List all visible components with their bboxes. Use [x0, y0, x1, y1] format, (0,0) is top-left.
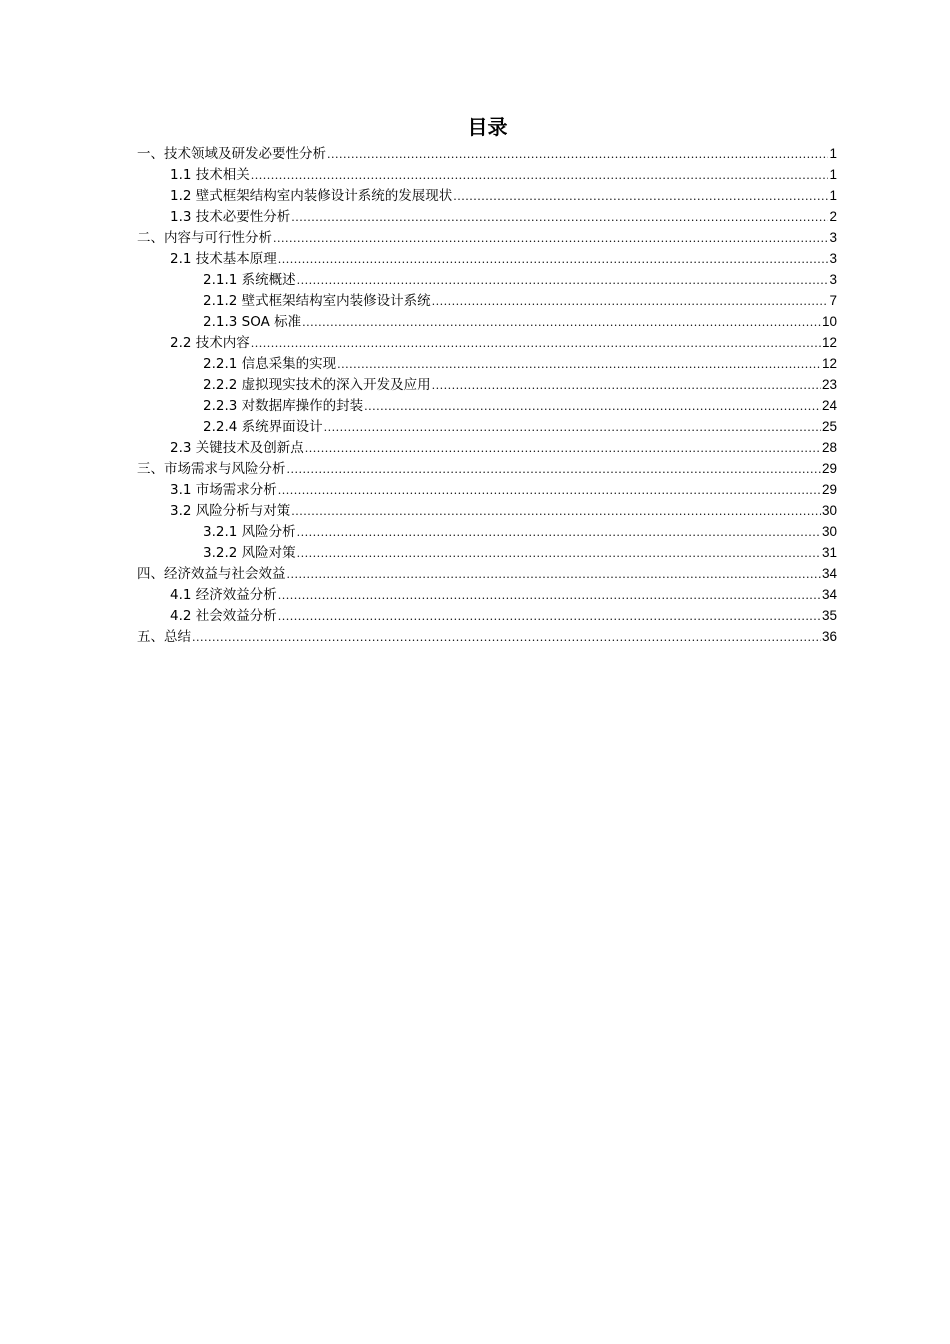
toc-entry-text: 2.1.2 壁式框架结构室内装修设计系统 [203, 293, 431, 309]
toc-dot-leader [297, 543, 821, 564]
toc-entry[interactable] [137, 479, 837, 500]
toc-entry-page-number: 24 [821, 398, 837, 413]
toc-entry[interactable] [137, 227, 837, 248]
toc-entry[interactable] [137, 185, 837, 206]
toc-entry[interactable] [137, 542, 837, 563]
toc-entry-page-number: 1 [829, 167, 837, 182]
toc-dot-leader [327, 144, 828, 165]
toc-entry-page-number: 34 [821, 566, 837, 581]
toc-entry[interactable] [137, 374, 837, 395]
toc-entry-page-number: 12 [821, 335, 837, 350]
toc-dot-leader [278, 585, 821, 606]
toc-entry[interactable] [137, 206, 837, 227]
toc-entry-text: 3.2.2 风险对策 [203, 545, 296, 561]
toc-entry[interactable] [137, 626, 837, 647]
toc-entry[interactable] [137, 521, 837, 542]
toc-entry-text: 1.3 技术必要性分析 [170, 209, 291, 225]
toc-entry[interactable] [137, 248, 837, 269]
toc-entry[interactable] [137, 416, 837, 437]
toc-dot-leader [364, 396, 821, 417]
toc-entry-text: 2.2 技术内容 [170, 335, 250, 351]
toc-entry[interactable] [137, 458, 837, 479]
toc-dot-leader [291, 501, 821, 522]
toc-dot-leader [297, 270, 829, 291]
toc-dot-leader [251, 165, 829, 186]
toc-dot-leader [273, 228, 828, 249]
toc-entry-page-number: 1 [829, 188, 837, 203]
toc-dot-leader [291, 207, 828, 228]
toc-entry[interactable] [137, 584, 837, 605]
toc-entry-text: 五、总结 [137, 629, 191, 645]
toc-entry-text: 四、经济效益与社会效益 [137, 566, 286, 582]
toc-entry-text: 3.2.1 风险分析 [203, 524, 296, 540]
toc-entry-page-number: 31 [821, 545, 837, 560]
toc-list [137, 143, 837, 647]
toc-entry-page-number: 12 [821, 356, 837, 371]
toc-entry[interactable] [137, 563, 837, 584]
toc-entry-text: 2.3 关键技术及创新点 [170, 440, 304, 456]
toc-dot-leader [337, 354, 821, 375]
toc-entry-text: 3.2 风险分析与对策 [170, 503, 291, 519]
toc-entry-page-number: 23 [821, 377, 837, 392]
toc-dot-leader [453, 186, 828, 207]
toc-entry-text: 2.2.1 信息采集的实现 [203, 356, 337, 372]
toc-entry-text: 3.1 市场需求分析 [170, 482, 277, 498]
toc-entry-page-number: 10 [821, 314, 837, 329]
toc-dot-leader [297, 522, 821, 543]
toc-entry[interactable] [137, 437, 837, 458]
toc-dot-leader [432, 375, 821, 396]
toc-dot-leader [287, 459, 821, 480]
toc-entry-text: 1.1 技术相关 [170, 167, 250, 183]
toc-entry-page-number: 29 [821, 482, 837, 497]
toc-entry-text: 1.2 壁式框架结构室内装修设计系统的发展现状 [170, 188, 453, 204]
toc-entry[interactable] [137, 395, 837, 416]
toc-entry-page-number: 29 [821, 461, 837, 476]
toc-entry-page-number: 28 [821, 440, 837, 455]
toc-entry-text: 三、市场需求与风险分析 [137, 461, 286, 477]
toc-entry-page-number: 30 [821, 524, 837, 539]
toc-entry-page-number: 36 [821, 629, 837, 644]
toc-entry-text: 2.1.3 SOA 标准 [203, 314, 302, 330]
toc-dot-leader [287, 564, 821, 585]
toc-entry-text: 2.1 技术基本原理 [170, 251, 277, 267]
toc-entry-page-number: 3 [829, 272, 837, 287]
toc-dot-leader [432, 291, 829, 312]
toc-entry-text: 4.1 经济效益分析 [170, 587, 277, 603]
toc-entry[interactable] [137, 353, 837, 374]
toc-entry-page-number: 35 [821, 608, 837, 623]
toc-entry-text: 一、技术领域及研发必要性分析 [137, 146, 326, 162]
toc-entry[interactable] [137, 269, 837, 290]
toc-entry-page-number: 25 [821, 419, 837, 434]
toc-entry[interactable] [137, 605, 837, 626]
toc-dot-leader [278, 249, 829, 270]
toc-dot-leader [278, 606, 821, 627]
toc-dot-leader [278, 480, 821, 501]
toc-entry[interactable] [137, 332, 837, 353]
toc-entry-text: 二、内容与可行性分析 [137, 230, 272, 246]
toc-entry-page-number: 34 [821, 587, 837, 602]
toc-dot-leader [305, 438, 821, 459]
toc-dot-leader [302, 312, 821, 333]
toc-entry[interactable] [137, 311, 837, 332]
toc-entry-text: 2.1.1 系统概述 [203, 272, 296, 288]
toc-entry-page-number: 7 [829, 293, 837, 308]
toc-entry-text: 2.2.3 对数据库操作的封装 [203, 398, 364, 414]
toc-entry[interactable] [137, 143, 837, 164]
toc-entry[interactable] [137, 500, 837, 521]
toc-entry-page-number: 3 [829, 251, 837, 266]
toc-entry[interactable] [137, 290, 837, 311]
toc-title: 目录 [467, 115, 508, 139]
toc-entry[interactable] [137, 164, 837, 185]
toc-entry-page-number: 30 [821, 503, 837, 518]
toc-dot-leader [192, 627, 821, 648]
toc-entry-text: 2.2.2 虚拟现实技术的深入开发及应用 [203, 377, 431, 393]
toc-entry-page-number: 3 [829, 230, 837, 245]
toc-entry-text: 4.2 社会效益分析 [170, 608, 277, 624]
toc-entry-page-number: 1 [829, 146, 837, 161]
toc-entry-text: 2.2.4 系统界面设计 [203, 419, 323, 435]
toc-entry-page-number: 2 [829, 209, 837, 224]
toc-dot-leader [324, 417, 821, 438]
toc-dot-leader [251, 333, 821, 354]
